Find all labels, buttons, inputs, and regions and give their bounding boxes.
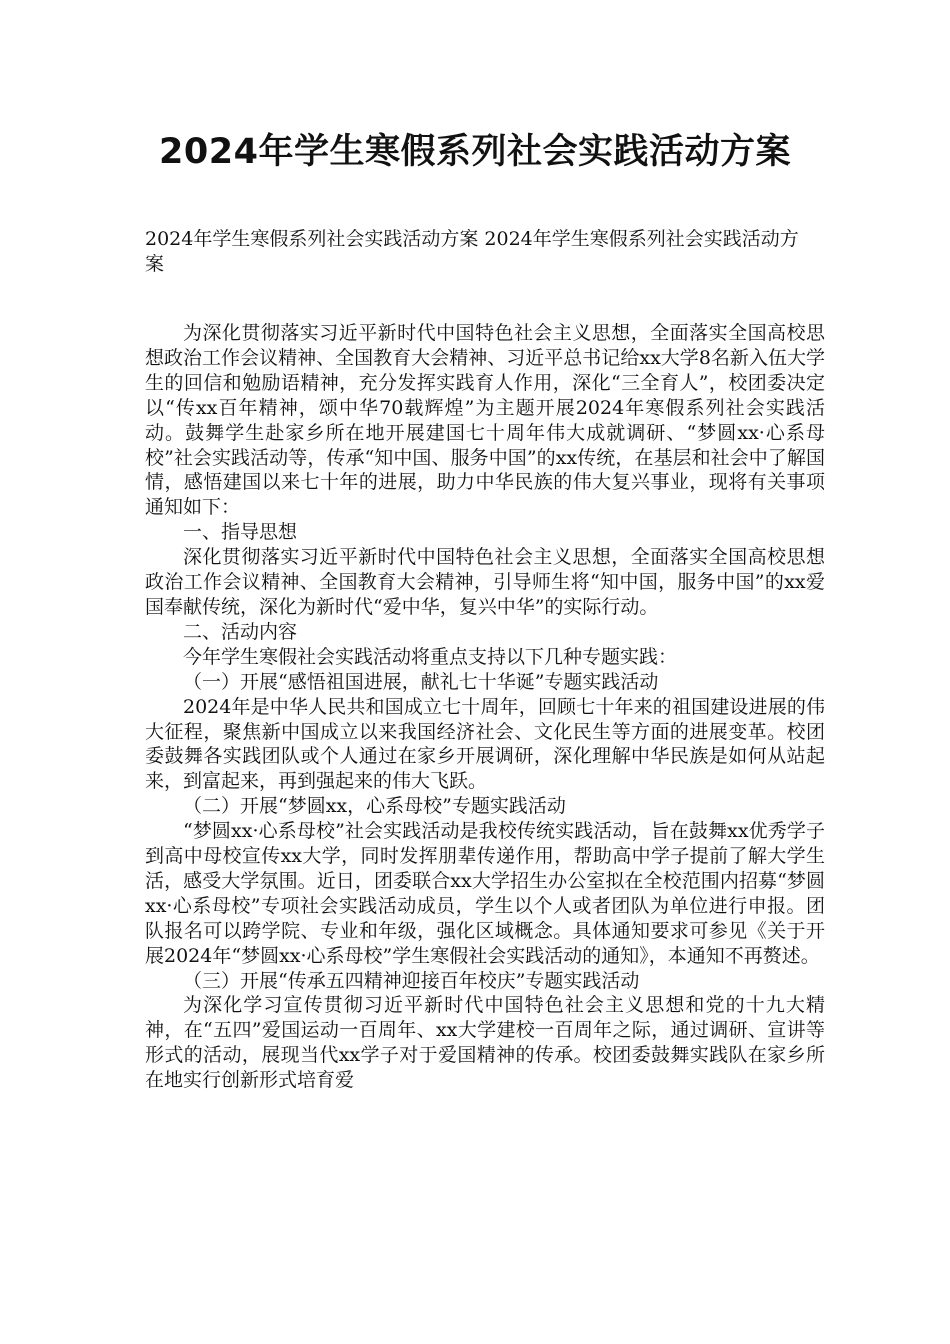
paragraph-activity-intro: 今年学生寒假社会实践活动将重点支持以下几种专题实践： [183, 645, 678, 668]
subsection-heading-2: （二）开展“梦圆xx，心系母校”专题实践活动 [183, 795, 566, 818]
section-heading-guiding-thought: 一、指导思想 [183, 521, 298, 544]
paragraph-subsection-1: 2024年是中华人民共和国成立七十周年，回顾七十年来的祖国建设进展的伟大征程，聚焦新中国成立以来我国经济社会、文化民生等方面的进展变革。校团委鼓舞各实践团队或个人通过在家乡开展调研，深化理解中华民族是如何从站起来，到富起来，再到强起来的伟大飞跃。 [145, 695, 825, 793]
section-heading-activity-content: 二、活动内容 [183, 620, 298, 643]
document-body [145, 321, 825, 1093]
paragraph-subsection-2: “梦圆xx·心系母校”社会实践活动是我校传统实践活动，旨在鼓舞xx优秀学子到高中母校宣传xx大学，同时发挥朋辈传递作用，帮助高中学子提前了解大学生活，感受大学氛围。近日，团委联合xx大学招生办公室拟在全校范围内招募“梦圆xx·心系母校”专项社会实践活动成员，学生以个人或者团队为单位进行申报。团队报名可以跨学院、专业和年级，强化区域概念。具体通知要求可参见《关于开展2024年“梦圆xx·心系母校”学生寒假社会实践活动的通知》，本通知不再赘述。 [145, 820, 825, 967]
document-title: 2024年学生寒假系列社会实践活动方案 [159, 132, 791, 172]
paragraph-intro: 为深化贯彻落实习近平新时代中国特色社会主义思想，全面落实全国高校思想政治工作会议精神、全国教育大会精神、习近平总书记给xx大学8名新入伍大学生的回信和勉励语精神，充分发挥实践育人作用，深化“三全育人”，校团委决定以“传xx百年精神，颂中华70载辉煌”为主题开展2024年寒假系列社会实践活动。鼓舞学生赴家乡所在地开展建国七十周年伟大成就调研、“梦圆xx·心系母校”社会实践活动等，传承“知中国、服务中国”的xx传统，在基层和社会中了解国情，感悟建国以来七十年的进展，助力中华民族的伟大复兴事业，现将有关事项通知如下： [145, 322, 825, 519]
subsection-heading-3: （三）开展“传承五四精神迎接百年校庆”专题实践活动 [183, 969, 640, 992]
paragraph-subsection-3: 为深化学习宣传贯彻习近平新时代中国特色社会主义思想和党的十九大精神，在“五四”爱国运动一百周年、xx大学建校一百周年之际，通过调研、宣讲等形式的活动，展现当代xx学子对于爱国精神的传承。校团委鼓舞实践队在家乡所在地实行创新形式培育爱 [145, 994, 825, 1092]
document-subtitle: 2024年学生寒假系列社会实践活动方案 2024年学生寒假系列社会实践活动方案 [145, 228, 799, 275]
subsection-heading-1: （一）开展“感悟祖国进展，献礼七十华诞”专题实践活动 [183, 670, 659, 693]
paragraph-guiding-thought: 深化贯彻落实习近平新时代中国特色社会主义思想，全面落实全国高校思想政治工作会议精神、全国教育大会精神，引导师生将“知中国，服务中国”的xx爱国奉献传统，深化为新时代“爱中华，复兴中华”的实际行动。 [145, 546, 825, 618]
